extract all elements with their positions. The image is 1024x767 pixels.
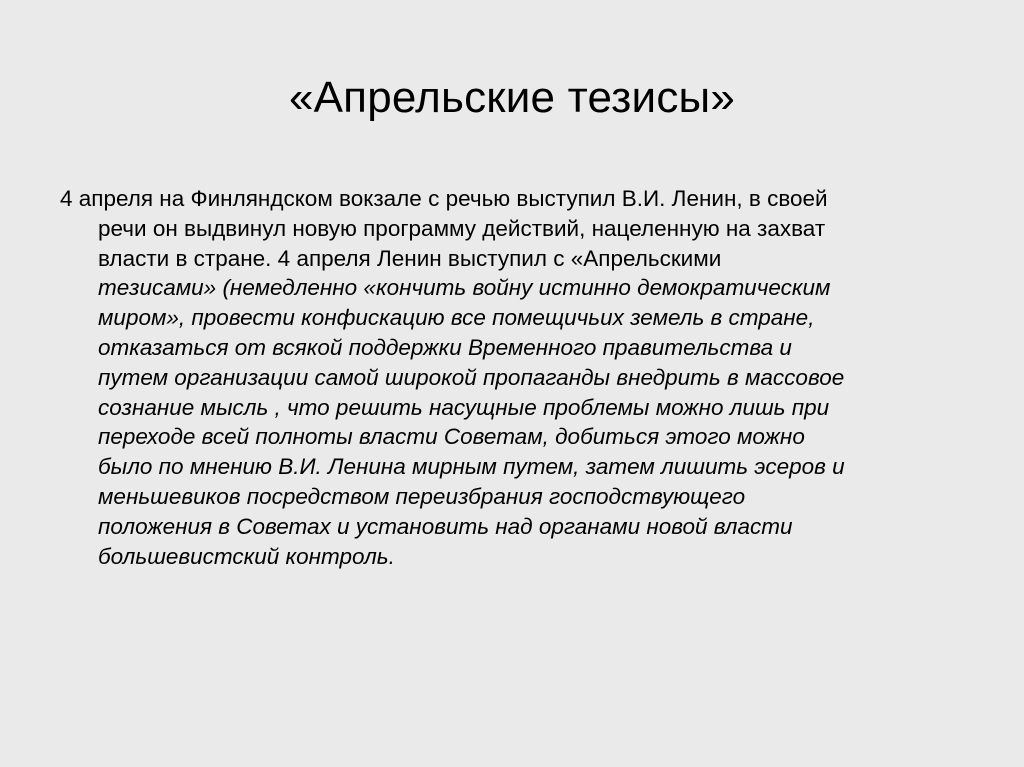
- body-line: большевистский контроль.: [98, 543, 395, 569]
- body-line: миром», провести конфискацию все помещичьих земель в стране,: [98, 305, 815, 331]
- body-line: сознание мысль , что решить насущные проблемы можно лишь при: [98, 394, 830, 420]
- body-line: было по мнению В.И. Ленина мирным путем, затем лишить эсеров и: [98, 454, 845, 480]
- body-line: переходе всей полноты власти Советам, добиться этого можно: [98, 424, 805, 450]
- body-line: меньшевиков посредством переизбрания господствующего: [98, 483, 746, 509]
- body-line: тезисами» (немедленно «кончить войну истинно демократическим: [98, 275, 831, 301]
- slide-title: «Апрельские тезисы»: [288, 73, 736, 122]
- body-line: путем организации самой широкой пропаганды внедрить в массовое: [98, 364, 845, 390]
- body-line: 4 апреля на Финляндском вокзале с речью выступил В.И. Ленин, в своей: [60, 186, 828, 211]
- body-line: положения в Советах и установить над органами новой власти: [98, 513, 793, 539]
- body-line: отказаться от всякой поддержки Временного правительства и: [98, 334, 792, 360]
- body-line: речи он выдвинул новую программу действий, нацеленную на захват: [98, 215, 826, 241]
- body-text: [60, 184, 965, 571]
- body-line: власти в стране. 4 апреля Ленин выступил с «Апрельскими: [98, 245, 722, 271]
